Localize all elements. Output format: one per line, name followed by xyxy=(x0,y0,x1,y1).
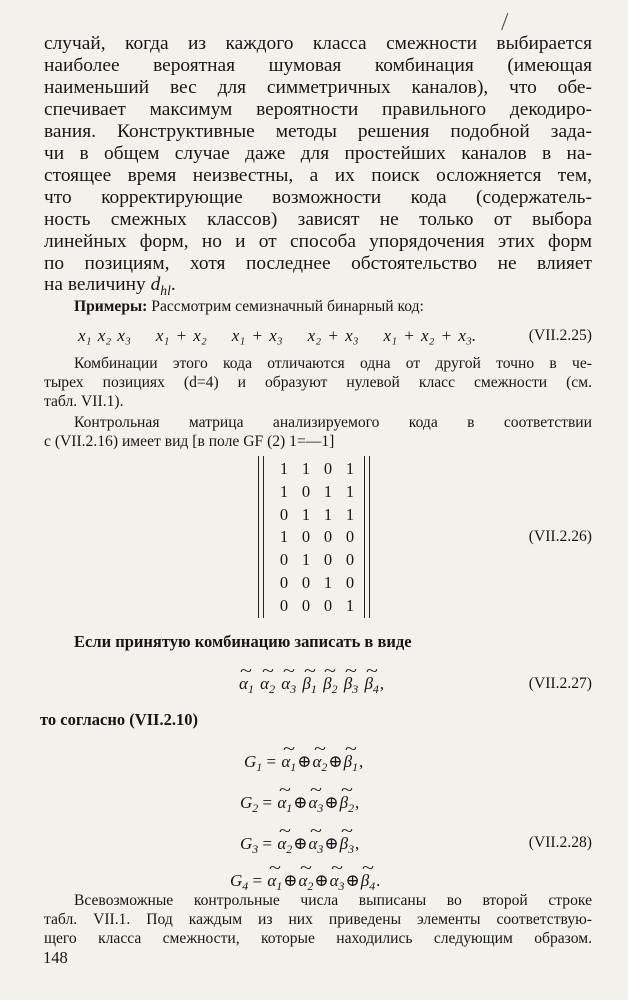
equation-label: (VII.2.28) xyxy=(528,834,592,851)
page-number: 148 xyxy=(43,948,68,967)
tilde-term: ~ $\alpha_3$ xyxy=(330,871,345,894)
examples-label: Примеры: xyxy=(74,298,148,315)
text-line: с (VII.2.16) имеет вид [в поле GF (2) 1=—1] xyxy=(44,433,335,450)
tilde-term: ~ $\alpha_3$ xyxy=(308,793,323,816)
text-line: щего класса смежности, которые находились следующим образом. xyxy=(44,930,592,947)
text-line: табл. VII.1). xyxy=(44,393,124,410)
matrix-row: 0 1 0 0 xyxy=(279,550,355,570)
tilde-term: ~ $\alpha_2$ xyxy=(277,834,292,857)
text-line: тырех позициях (d=4) и образуют нулевой класс смежности (см. xyxy=(44,374,592,391)
matrix-row: 1 0 0 0 xyxy=(279,527,355,547)
matrix-row: 1 0 1 1 xyxy=(279,481,355,501)
matrix-row: 0 0 1 0 xyxy=(279,572,355,592)
matrix-row: 1 1 0 1 xyxy=(279,459,355,478)
text-line: чи в общем случае даже для простейших каналов в на- xyxy=(44,143,592,164)
text-line: Если принятую комбинацию записать в виде xyxy=(74,632,412,651)
pen-mark xyxy=(501,13,516,33)
text-line: что корректирующие возможности кода (содержатель- xyxy=(44,187,592,208)
matrix-right-bar xyxy=(364,456,365,618)
text-line: на величину $d_{hl}$. xyxy=(44,274,176,298)
xor-operator: ⊕ xyxy=(293,793,308,812)
text-line: наиболее вероятная шумовая комбинация (имеющая xyxy=(44,55,592,76)
text-line: наименьший вес для симметричных каналов), что обе- xyxy=(44,77,592,98)
matrix-right-bar xyxy=(369,456,370,618)
tilde-term: ~ $\beta_4$ xyxy=(361,871,375,894)
math-subscript: hl xyxy=(160,282,171,298)
examples-line xyxy=(74,298,594,316)
tilde-term: ~ $\beta_3$ xyxy=(340,834,354,857)
matrix-left-bar xyxy=(263,456,264,618)
tilde-term: ~ $\beta_2$ xyxy=(340,793,354,816)
text-line: то согласно (VII.2.10) xyxy=(40,710,198,729)
xor-operator: ⊕ xyxy=(297,752,312,771)
text-line: случай, когда из каждого класса смежности выбирается xyxy=(44,33,592,54)
tilde-term: ~ $\alpha_2$ xyxy=(312,752,327,775)
xor-operator: ⊕ xyxy=(328,752,343,771)
matrix-row: 0 1 1 1 xyxy=(279,504,355,524)
matrix-left-bar xyxy=(258,456,259,618)
tilde-term: ~ $\alpha_1$ xyxy=(267,871,282,894)
text-line: Всевозможные контрольные числа выписаны во второй строке xyxy=(74,892,592,909)
xor-operator: ⊕ xyxy=(324,834,339,853)
matrix-row: 0 0 0 1 xyxy=(279,595,355,615)
tilde-term: ~ $\alpha_2$ xyxy=(298,871,313,894)
xor-operator: ⊕ xyxy=(324,793,339,812)
text-line: ность смежных классов) зависят не только от выбора xyxy=(44,209,592,230)
tilde-term: ~ $\alpha_1$ xyxy=(281,752,296,775)
g-equation: $G_1$ = ~ $\alpha_1\oplus\sim$ $\alpha_2\oplus\sim$ $\beta_1$, xyxy=(244,752,363,775)
g-equation: $G_4$ = ~ $\alpha_1\oplus\sim$ $\alpha_2\oplus\sim$ $\alpha_3\oplus\sim$ $\beta_4$. xyxy=(230,871,380,894)
xor-operator: ⊕ xyxy=(293,834,308,853)
text-line: стоящее время неизвестны, а их поиск осложняется тем, xyxy=(44,165,592,186)
text-line: линейных форм, но и от способа упорядочения этих форм xyxy=(44,231,592,252)
control-matrix xyxy=(258,456,370,618)
equation-label: (VII.2.27) xyxy=(528,675,592,692)
g-equation: $G_3$ = ~ $\alpha_2\oplus\sim$ $\alpha_3\oplus\sim$ $\beta_3$, xyxy=(240,834,359,857)
text-line: Контрольная матрица анализируемого кода в соответствии xyxy=(74,414,592,431)
code-equation: x₁ x₂ x₃ x₁ + x₂ x₁ + x₃ x₂ + x₃ x₁ + x₂ + x₃. xyxy=(78,326,477,345)
text-line: Комбинации этого кода отличаются одна от другой точно в че- xyxy=(74,355,592,372)
g-equation: $G_2$ = ~ $\alpha_1\oplus\sim$ $\alpha_3\oplus\sim$ $\beta_2$, xyxy=(240,793,359,816)
math-symbol: d xyxy=(150,274,161,295)
xor-operator: ⊕ xyxy=(314,871,329,890)
equation-label: (VII.2.25) xyxy=(528,327,592,344)
tilde-term: ~ $\alpha_3$ xyxy=(308,834,323,857)
combination-equation: ~ $\alpha_1$ ~ $\alpha_2$ ~ $\alpha_3$ ~ $\beta_1$ ~ $\beta_2$ ~ $\beta_3$ ~ $\beta_4$, xyxy=(238,674,384,697)
tilde-term: ~ $\beta_1$ xyxy=(344,752,358,775)
text-line: вания. Конструктивные методы решения подобной зада- xyxy=(44,121,592,142)
text-line: спечивает максимум вероятности правильного декодиро- xyxy=(44,99,592,120)
xor-operator: ⊕ xyxy=(345,871,360,890)
text-line: по позициям, хотя последнее обстоятельство не влияет xyxy=(44,253,592,274)
examples-text: Рассмотрим семизначный бинарный код: xyxy=(151,298,424,315)
xor-operator: ⊕ xyxy=(283,871,298,890)
equation-label: (VII.2.26) xyxy=(528,528,592,545)
text-line: табл. VII.1. Под каждым из них приведены элементы соответствую- xyxy=(44,911,592,928)
tilde-term: ~ $\alpha_1$ xyxy=(277,793,292,816)
